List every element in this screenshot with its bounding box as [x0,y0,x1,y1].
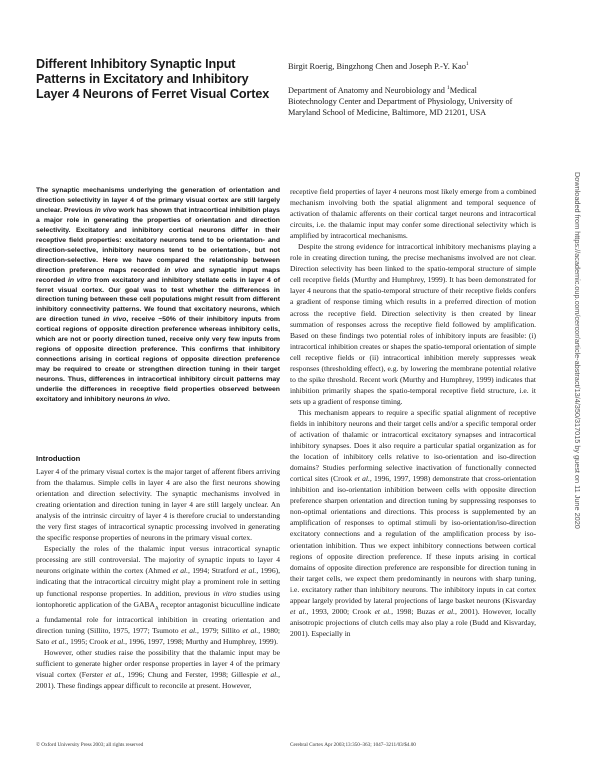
abstract-text: and synaptic input maps recorded [36,266,281,284]
author-list [288,61,568,72]
abstract-italic: in vivo [94,206,117,214]
download-watermark [573,172,588,612]
body-column-right [290,186,536,639]
abstract-italic: in vivo [146,396,168,404]
body-column-left [36,453,280,691]
affiliation-superscript: 1 [447,85,450,91]
download-watermark-text: Downloaded from https://academic.oup.com/cercor/article-abstract/13/4/350/317015 by guest on 11 June 2020 [573,172,582,529]
body-paragraph: Despite the strong evidence for intracortical inhibitory mechanisms playing a role in creating direction tuning, the precise mechanisms involved are not clear. Direction selectivity has been linked to the spatio-temporal structure of simple cell receptive fields (Murthy and Humphrey, 1999). It has been demonstrated for layer 4 neurons that the spatio-temporal structure of their receptive fields confers a gradient of response timing which results in a preferred direction of motion across the receptive field. Direction selectivity is then created by linear summation of responses across the receptive field followed by amplification. Based on these findings two potential roles of inhibitory inputs are feasible: (i) intracortical inhibition creates or shapes the spatio-temporal orientation of simple cell receptive fields or (ii) intracortical inhibition merely suppresses weak responses (thresholding effect), e.g. by lowering the membrane potential relative to the spike threshold. Recent work (Murthy and Humphrey, 1999) indicates that inhibition primarily shapes the spatio-temporal receptive field structure, i.e. it sets up a gradient of response timing. [290,242,536,406]
abstract-text: work has shown that intracortical inhibition plays a major role in generating the properties of orientation and direction selectivity. Excitatory and inhibitory cortical neurons differ in their receptive field properties: excitatory neurons tend to be orientation- and direction-selective, inhibitory neurons tend to be orientation-, but not direction-selective. Here we have compared the relationship between direction preference maps recorded [36,206,280,274]
paper-title: Different Inhibitory Synaptic Input Patterns in Excitatory and Inhibitory Layer 4 Neurons of Ferret Visual Cortex [36,57,270,101]
affiliation [288,85,526,118]
authors-text: Birgit Roerig, Bingzhong Chen and Joseph P.-Y. Kao [288,62,466,71]
abstract-text: . [167,396,170,404]
affiliation-part-a: Department of Anatomy and Neurobiology and [288,86,447,95]
affiliation-part-b: Medical Biotechnology Center and Department of Physiology, University of Maryland School of Medicine, Baltimore, MD 21201, USA [288,86,513,117]
section-heading-introduction: Introduction [36,454,81,463]
authors-superscript: 1 [465,61,469,67]
body-paragraph: Layer 4 of the primary visual cortex is the major target of afferent fibers arriving from the thalamus. Simple cells in layer 4 are also the first neurons showing orientation and direction selectivity. The synaptic mechanisms involved in creating orientation and direction tuning in layer 4 are still largely unclear. An analysis of the intrinsic circuitry of layer 4 is therefore crucial to understanding the very first stages of intracortical synaptic processing involved in generating the specific response properties of neurons in the primary visual cortex. [36,467,280,543]
body-paragraph: However, other studies raise the possibility that the thalamic input may be sufficient to generate higher order response properties in layer 4 of the primary visual cortex (Ferster et al., 1996; Chung and Ferster, 1998; Gillespie et al., 2001). These findings appear difficult to reconcile at present. However, [36,648,281,691]
abstract-italic: in vitro [67,276,92,284]
abstract-text: from excitatory and inhibitory stellate cells in layer 4 of ferret visual cortex. Our goal was to test whether the differences in direction tuning between these cell populations might result from different inhibitory connectivity patterns. We found that excitatory neurons, which are direction tuned [36,276,280,324]
abstract-italic: in vivo [103,316,127,324]
body-paragraph: This mechanism appears to require a specific spatial alignment of receptive fields in inhibitory neurons and their target cells and/or a specific temporal order of activation of thalamic or intracortical excitatory synapses and intracortical inhibitory synapses. Does it also require a particular spatial organization as for the location of inhibitory cells relative to iso-orientation and iso-direction domains? Studies performing selective inactivation of functionally connected cortical sites (Crook et al., 1996, 1997, 1998) demonstrate that cross-orientation inhibition and iso-orientation inhibition between cells with opposite direction preference sharpen orientation and direction tuning by suppressing responses to non-optimal orientations and directions. This process is supplemented by an amplification of responses to optimal stimuli by iso-orientation/iso-direction excitatory connections and a regulation of the amplification process by iso-orientation inhibition. Thus we expect inhibitory connections between cortical regions of opposite direction preference. If these inputs arising in cortical domains of opposite direction preference are responsible for direction tuning in their target cells, we expect them predominantly in neurons with sharp tuning, i.e. excitatory rather than inhibitory neurons. The inhibitory inputs in cat cortex appear largely provided by lateral projections of large basket neurons (Kisvarday et al., 1993, 2000; Crook et al., 1998; Buzas et al., 2001). However, locally anisotropic projections of clutch cells may also play a role (Budd and Kisvarday, 2001). Especially in [290,407,537,638]
journal-citation-footer: Cerebral Cortex Apr 2003;13:350–363; 1047–3211/03/$4.00 [290,742,416,748]
copyright-footer: © Oxford University Press 2003; all rights reserved [36,742,144,748]
abstract-italic: in vivo [164,266,189,274]
body-paragraph: Especially the roles of the thalamic input versus intracortical synaptic processing are still controversial. The majority of synaptic inputs to layer 4 neurons originate within the cortex (Ahmed et al., 1994; Stratford et al., 1996), indicating that the intracortical circuitry might play a prominent role in setting up functional response properties. In addition, previous in vitro studies using iontophoretic application of the $GABA_A$ receptor antagonist bicuculline indicate a fundamental role for intracortical inhibition in creating orientation and direction tuning (Sillito, 1975, 1977; Tsumoto et al., 1979; Sillito et al., 1980; Sato et al., 1995; Crook et al., 1996, 1997, 1998; Murthy and Humphrey, 1999). [36,544,281,647]
abstract [36,186,280,405]
abstract-text: The synaptic mechanisms underlying the generation of orientation and direction selectivity in layer 4 of the primary visual cortex are still largely unclear. Previous [36,187,280,214]
body-paragraph: receptive field properties of layer 4 neurons most likely emerge from a combined mechanism involving both the spatial alignment and temporal sequence of activation of thalamic afferents on their cortical target neurons and intracortical circuits, i.e. the thalamic input may confer some directional selectivity which is amplified by intracortical mechanisms. [290,187,536,241]
abstract-text: , receive ~50% of their inhibitory inputs from cortical regions of opposite direction preference whereas inhibitory cells, which are not or poorly direction tuned, receive only very few inputs from regions of opposite direction preference. This confirms that inhibitory connections arising in cortical regions of opposite direction preference may be required to create or strengthen direction tuning in their target neurons. Thus, differences in intracortical inhibitory circuit patterns may underlie the differences in receptive field properties observed between excitatory and inhibitory neurons [36,316,280,404]
